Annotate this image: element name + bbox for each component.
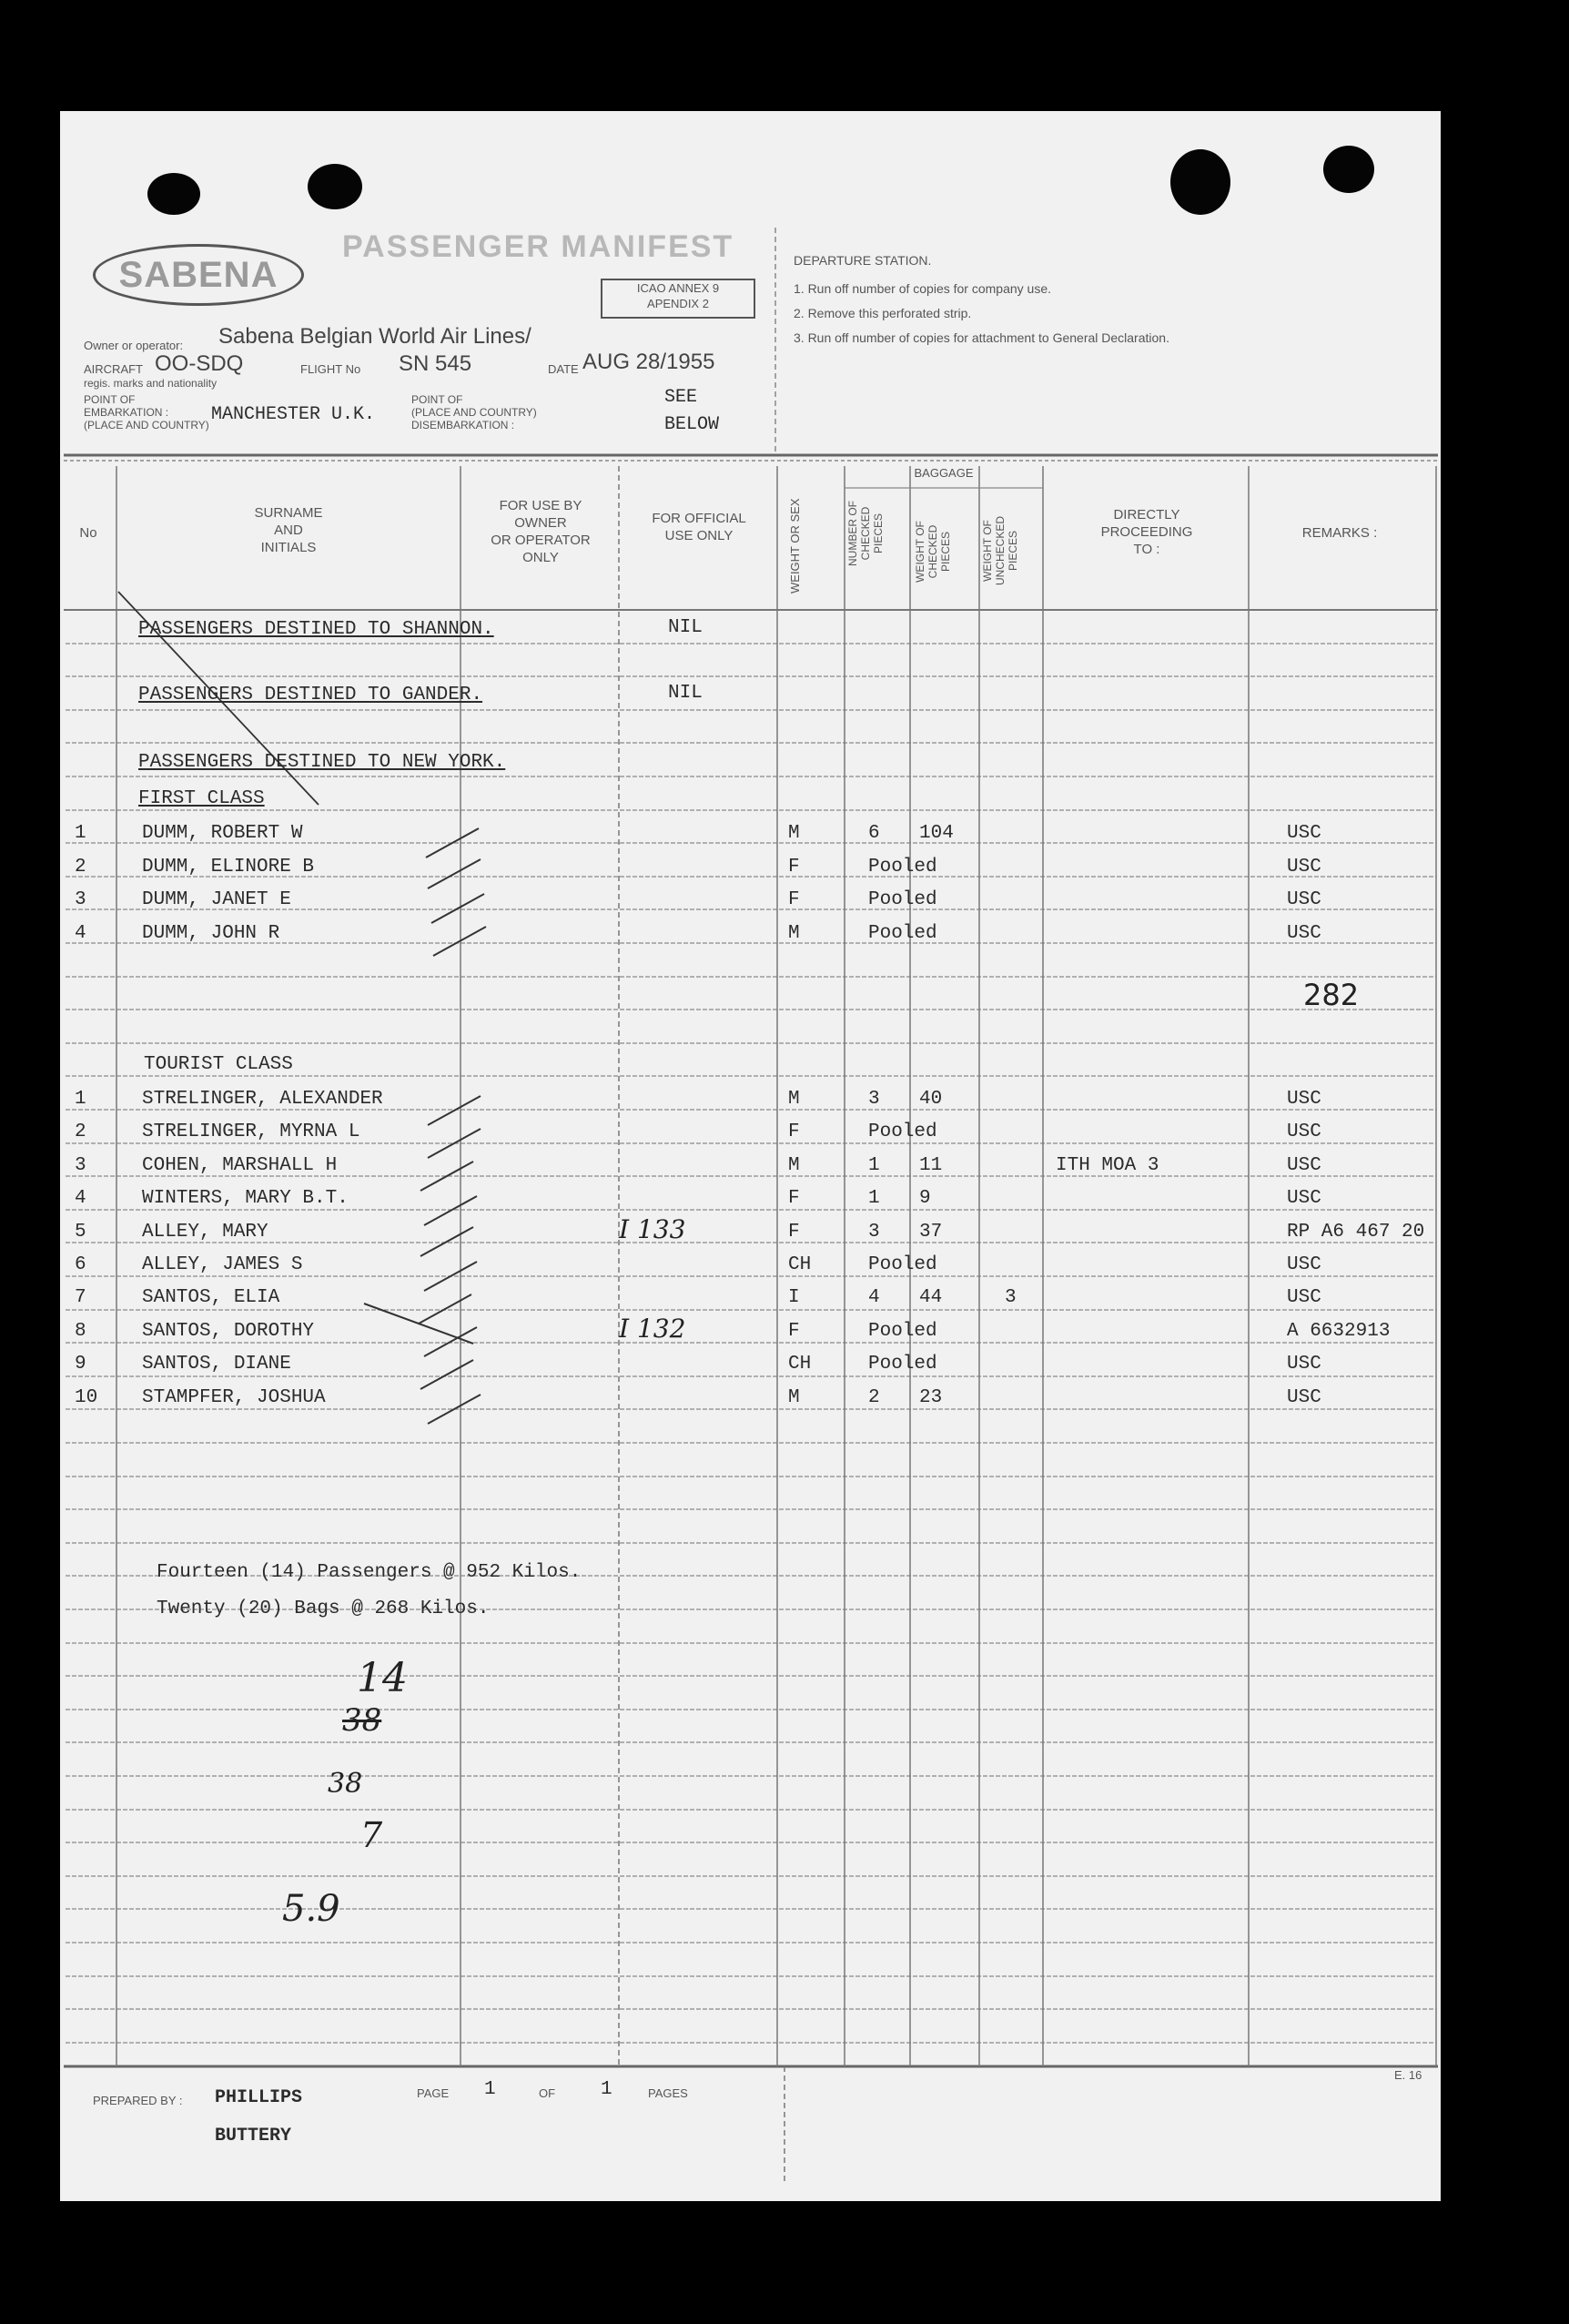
remarks: USC [1287, 1386, 1321, 1408]
prepared-by-name: BUTTERY [215, 2126, 292, 2146]
checked-pieces: 2 [868, 1386, 880, 1408]
col-header-surname [118, 504, 459, 556]
row-number: 4 [75, 922, 86, 944]
date-label: DATE [548, 362, 579, 376]
row-number: 6 [75, 1254, 86, 1275]
weight-sex: F [788, 889, 800, 911]
passenger-name: ALLEY, MARY [142, 1221, 268, 1243]
passenger-name: SANTOS, ELIA [142, 1287, 280, 1309]
row-number: 3 [75, 889, 86, 911]
remarks: USC [1287, 856, 1321, 878]
col-header-line: UNCHECKED [994, 516, 1007, 586]
summary-passengers: Fourteen (14) Passengers @ 952 Kilos. [157, 1562, 582, 1583]
remarks: USC [1287, 1121, 1321, 1143]
official-use-code: I 132 [619, 1313, 686, 1344]
checked-weight: 104 [919, 823, 954, 844]
checked-pieces: 1 [868, 1188, 880, 1210]
remarks: USC [1287, 889, 1321, 911]
check-mark [424, 1196, 477, 1225]
passenger-name: ALLEY, JAMES S [142, 1254, 303, 1275]
checked-pieces: Pooled [868, 1320, 937, 1342]
first-class-total: 282 [1303, 978, 1360, 1012]
col-header-line: INITIALS [260, 540, 317, 555]
col-header-weight-checked [914, 506, 952, 597]
check-mark [431, 894, 484, 923]
logo-text: SABENA [118, 254, 278, 295]
remarks: USC [1287, 922, 1321, 944]
col-header-line: PIECES [939, 532, 952, 573]
disembark-label-line: (PLACE AND COUNTRY) [411, 406, 537, 419]
weight-sex: I [788, 1287, 800, 1309]
passenger-name: STRELINGER, ALEXANDER [142, 1089, 383, 1110]
departure-station-label: DEPARTURE STATION. [794, 253, 932, 268]
check-mark [428, 1096, 481, 1125]
section-gander: PASSENGERS DESTINED TO GANDER. [138, 685, 483, 705]
shannon-nil: NIL [668, 617, 703, 638]
col-header-remarks: REMARKS : [1301, 525, 1378, 541]
col-header-line: FOR OFFICIAL [652, 511, 746, 526]
aircraft-value: OO-SDQ [155, 351, 244, 376]
col-header-line: TO : [1133, 542, 1160, 557]
check-mark [420, 1162, 473, 1191]
of-label: OF [539, 2086, 556, 2100]
disembark-label-line: POINT OF [411, 393, 463, 406]
row-number: 2 [75, 856, 86, 878]
passenger-name: STAMPFER, JOSHUA [142, 1386, 326, 1408]
remarks: RP A6 467 20 [1287, 1221, 1425, 1243]
col-header-line: NUMBER OF [846, 501, 859, 566]
instructions [794, 277, 1169, 350]
checked-pieces: 6 [868, 823, 880, 844]
summary-bags: Twenty (20) Bags @ 268 Kilos. [157, 1598, 490, 1619]
disembark-line: BELOW [664, 414, 720, 435]
embark-label-line: (PLACE AND COUNTRY) [84, 419, 209, 431]
checked-weight: 11 [919, 1154, 943, 1176]
col-header-line: OWNER [514, 515, 567, 531]
col-header-baggage: BAGGAGE [914, 466, 974, 480]
check-mark [420, 1360, 473, 1389]
row-number: 5 [75, 1221, 86, 1243]
aircraft-label: AIRCRAFT [84, 362, 143, 376]
checked-weight: 37 [919, 1221, 943, 1243]
check-mark [433, 927, 486, 956]
row-number: 9 [75, 1354, 86, 1375]
col-header-line: WEIGHT OF [914, 521, 926, 583]
col-header-line: DIRECTLY [1113, 507, 1180, 523]
embark-label-line: POINT OF [84, 393, 136, 406]
check-mark [419, 1294, 471, 1324]
weight-sex: F [788, 1221, 800, 1243]
owner-label: Owner or operator: [84, 339, 184, 352]
prepared-by-name: PHILLIPS [215, 2087, 303, 2108]
checked-weight: 44 [919, 1287, 943, 1309]
col-header-line: OR OPERATOR [491, 533, 591, 548]
row-number: 1 [75, 1089, 86, 1110]
passenger-name: SANTOS, DIANE [142, 1354, 291, 1375]
col-header-line: PROCEEDING [1100, 524, 1193, 540]
icao-annex-box [601, 279, 755, 319]
col-header-owner-use [462, 497, 619, 566]
weight-sex: CH [788, 1254, 812, 1275]
col-header-line: PIECES [1007, 531, 1019, 572]
checked-weight: 40 [919, 1089, 943, 1110]
date-value: AUG 28/1955 [582, 350, 715, 374]
remarks: USC [1287, 823, 1321, 844]
remarks: USC [1287, 1254, 1321, 1275]
checked-pieces: Pooled [868, 1121, 937, 1143]
embark-value: MANCHESTER U.K. [211, 404, 376, 425]
remarks: USC [1287, 1354, 1321, 1375]
weight-sex: F [788, 1121, 800, 1143]
col-header-line: ONLY [522, 550, 559, 565]
pages-label: PAGES [648, 2086, 688, 2100]
col-header-line: FOR USE BY [499, 498, 582, 513]
col-header-official-use [621, 510, 777, 544]
col-header-line: PIECES [872, 513, 885, 554]
remarks: USC [1287, 1089, 1321, 1110]
unchecked-weight: 3 [1005, 1287, 1017, 1309]
checked-pieces: 1 [868, 1154, 880, 1176]
weight-sex: F [788, 856, 800, 878]
embark-label-line: EMBARKATION : [84, 406, 169, 419]
official-use-code: I 133 [619, 1213, 686, 1244]
row-number: 8 [75, 1320, 86, 1342]
weight-sex: M [788, 922, 800, 944]
tally-line: 5.9 [282, 1888, 340, 1930]
remarks: USC [1287, 1188, 1321, 1210]
row-number: 7 [75, 1287, 86, 1309]
check-mark [420, 1227, 473, 1256]
col-header-line: CHECKED [859, 506, 872, 561]
prepared-by-label: PREPARED BY : [93, 2094, 183, 2107]
col-header-weight-sex-text: WEIGHT OR SEX [788, 498, 802, 594]
page-total: 1 [601, 2079, 612, 2100]
annex-line: ICAO ANNEX 9 [636, 281, 720, 295]
page-label: PAGE [417, 2086, 450, 2100]
tally-line: 38 [328, 1768, 363, 1800]
col-header-no: No [79, 525, 97, 541]
disembark-value [664, 384, 719, 439]
weight-sex: CH [788, 1354, 812, 1375]
weight-sex: M [788, 1386, 800, 1408]
checked-pieces: Pooled [868, 856, 937, 878]
row-number: 3 [75, 1154, 86, 1176]
remarks: USC [1287, 1154, 1321, 1176]
disembark-label [411, 393, 537, 431]
passenger-name: DUMM, ROBERT W [142, 823, 303, 844]
col-header-line: WEIGHT OF [981, 520, 994, 582]
checked-pieces: Pooled [868, 1354, 937, 1375]
passenger-name: DUMM, JOHN R [142, 922, 280, 944]
weight-sex: F [788, 1188, 800, 1210]
weight-sex: F [788, 1320, 800, 1342]
page-number: 1 [484, 2079, 496, 2100]
col-header-num-checked [846, 488, 885, 579]
flight-value: SN 545 [399, 351, 472, 376]
embark-label [84, 393, 209, 431]
col-header-line: CHECKED [926, 524, 939, 579]
remarks: USC [1287, 1287, 1321, 1309]
tally-line: 38 [342, 1702, 382, 1739]
first-class-heading: FIRST CLASS [138, 788, 265, 809]
checked-pieces: 4 [868, 1287, 880, 1309]
passenger-name: SANTOS, DOROTHY [142, 1320, 315, 1342]
checked-pieces: 3 [868, 1089, 880, 1110]
annex-line: APENDIX 2 [647, 297, 709, 310]
row-number: 2 [75, 1121, 86, 1143]
prepared-by-names [215, 2079, 302, 2156]
checked-pieces: Pooled [868, 1254, 937, 1275]
col-header-line: AND [274, 523, 303, 538]
form-title: PASSENGER MANIFEST [342, 229, 734, 264]
row-number: 1 [75, 823, 86, 844]
checked-weight: 9 [919, 1188, 931, 1210]
passenger-name: COHEN, MARSHALL H [142, 1154, 338, 1176]
weight-sex: M [788, 823, 800, 844]
proceeding-to: ITH MOA 3 [1056, 1154, 1159, 1176]
instruction-line: 2. Remove this perforated strip. [794, 306, 972, 320]
remarks: A 6632913 [1287, 1320, 1391, 1342]
row-number: 4 [75, 1188, 86, 1210]
passenger-name: STRELINGER, MYRNA L [142, 1121, 360, 1143]
checked-pieces: Pooled [868, 922, 937, 944]
tourist-class-heading: TOURIST CLASS [144, 1054, 293, 1075]
checked-pieces: Pooled [868, 889, 937, 911]
owner-value: Sabena Belgian World Air Lines/ [218, 324, 531, 349]
passenger-name: WINTERS, MARY B.T. [142, 1188, 349, 1210]
sabena-logo [93, 244, 304, 306]
flight-label: FLIGHT No [300, 362, 361, 376]
gander-nil: NIL [668, 683, 703, 704]
checked-pieces: 3 [868, 1221, 880, 1243]
col-header-proceeding [1045, 506, 1249, 558]
passenger-name: DUMM, ELINORE B [142, 856, 315, 878]
weight-sex: M [788, 1154, 800, 1176]
col-header-line: SURNAME [254, 505, 323, 521]
tally-line: 7 [360, 1815, 383, 1855]
row-number: 10 [75, 1386, 98, 1408]
check-mark [428, 859, 481, 888]
section-shannon: PASSENGERS DESTINED TO SHANNON. [138, 619, 494, 640]
section-new-york: PASSENGERS DESTINED TO NEW YORK. [138, 752, 506, 773]
col-header-line: USE ONLY [664, 528, 734, 543]
passenger-name: DUMM, JANET E [142, 889, 291, 911]
form-code: E. 16 [1394, 2068, 1422, 2082]
instruction-line: 1. Run off number of copies for company use. [794, 281, 1052, 296]
aircraft-sub-label: regis. marks and nationality [84, 377, 218, 390]
weight-sex: M [788, 1089, 800, 1110]
checked-weight: 23 [919, 1386, 943, 1408]
col-header-weight-unchecked [981, 501, 1019, 601]
tally-line: 14 [357, 1655, 408, 1701]
instruction-line: 3. Run off number of copies for attachment to General Declaration. [794, 330, 1169, 345]
disembark-line: SEE [664, 387, 698, 408]
disembark-label-line: DISEMBARKATION : [411, 419, 515, 431]
